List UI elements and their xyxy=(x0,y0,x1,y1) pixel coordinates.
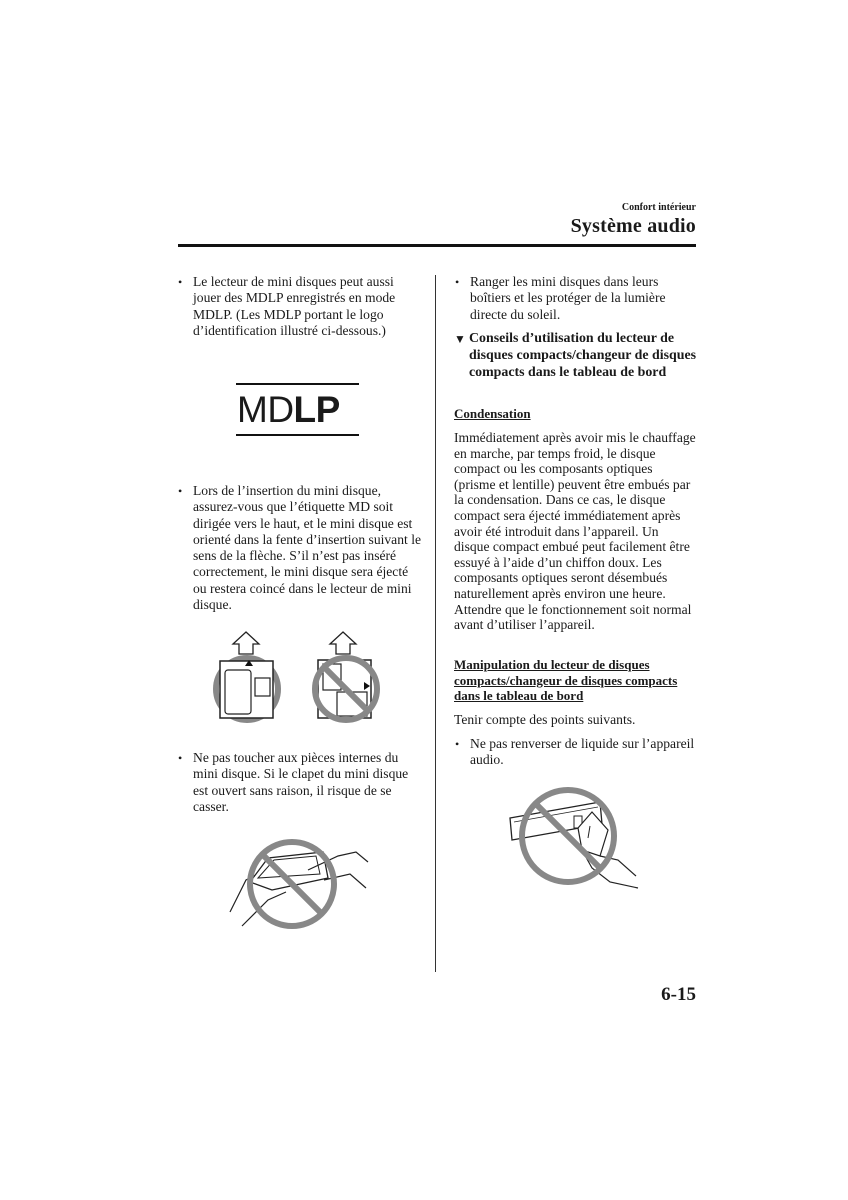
bullet-text: Le lecteur de mini disques peut aussi jouer des MDLP enregistrés en mode MDLP. (Les MDLP portant le logo d’identification illustré ci-dessous.) xyxy=(193,274,396,338)
triangle-down-icon: ▼ xyxy=(454,332,466,346)
list-item xyxy=(178,483,422,613)
bullet-icon: • xyxy=(455,737,460,751)
bullet-text: Ne pas renverser de liquide sur l’appareil audio. xyxy=(470,736,695,768)
bullet-text: Ranger les mini disques dans leurs boîtiers et les protéger de la lumière directe du soleil. xyxy=(470,274,666,322)
bullet-text: Ne pas toucher aux pièces internes du mini disque. Si le clapet du mini disque est ouvert sans raison, il risque de se casser. xyxy=(193,750,409,814)
chapter-title: Système audio xyxy=(570,215,696,237)
logo-rule-bottom xyxy=(236,434,359,436)
heading-text: Conseils d’utilisation du lecteur de disques compacts/changeur de disques compacts dans le tableau de bord xyxy=(469,331,697,380)
shutter-warning-illustration xyxy=(228,830,373,930)
mdlp-logo xyxy=(236,383,359,436)
bullet-text: Lors de l’insertion du mini disque, assurez-vous que l’étiquette MD soit dirigée vers le haut, et le mini disque est orienté dans la fente d’insertion suivant le sens de la flèche. S’il n’est pas inséré correctement, le mini disque sera éjecté ou restera coincé dans le lecteur de mini disque. xyxy=(193,483,422,613)
subheading-condensation: Condensation xyxy=(454,406,531,421)
logo-text-md: MD xyxy=(237,389,294,430)
list-item xyxy=(455,736,696,769)
incorrect-orientation-figure xyxy=(315,632,377,720)
up-arrow-icon xyxy=(233,632,259,654)
bullet-icon: • xyxy=(178,275,183,289)
bullet-icon: • xyxy=(178,751,183,765)
list-item xyxy=(455,274,696,323)
subheading-handling: Manipulation du lecteur de disques compacts/changeur de disques compacts dans le tableau de bord xyxy=(454,657,678,703)
section-label: Confort intérieur xyxy=(621,202,696,213)
logo-rule-top xyxy=(236,383,359,385)
disc-insertion-illustration xyxy=(215,628,395,728)
correct-orientation-figure xyxy=(216,632,278,720)
list-item xyxy=(178,750,421,815)
logo-text xyxy=(237,390,340,430)
list-item xyxy=(178,274,421,339)
header-rule xyxy=(178,244,696,247)
logo-text-lp: LP xyxy=(293,389,340,430)
section-heading xyxy=(454,330,698,381)
bullet-icon: • xyxy=(455,275,460,289)
page-number: 6-15 xyxy=(661,984,696,1005)
up-arrow-icon xyxy=(330,632,356,654)
liquid-warning-illustration xyxy=(508,786,643,891)
paragraph-handling: Tenir compte des points suivants. xyxy=(454,712,636,727)
column-divider xyxy=(435,275,436,972)
bullet-icon: • xyxy=(178,484,183,498)
paragraph-condensation: Immédiatement après avoir mis le chauffage en marche, par temps froid, le disque compact ou les composants optiques (prisme et lentille) peuvent être embués par la condensation. Dans ce cas, le disque compact sera éjecté immédiatement après avoir été introduit dans l’appareil. Un disque compact embué peut facilement être essuyé à l’aide d’un chiffon doux. Les composants optiques seront désembués naturellement après environ une heure. Attendre que le fonctionnement soit normal avant d’utiliser l’appareil. xyxy=(454,430,696,633)
